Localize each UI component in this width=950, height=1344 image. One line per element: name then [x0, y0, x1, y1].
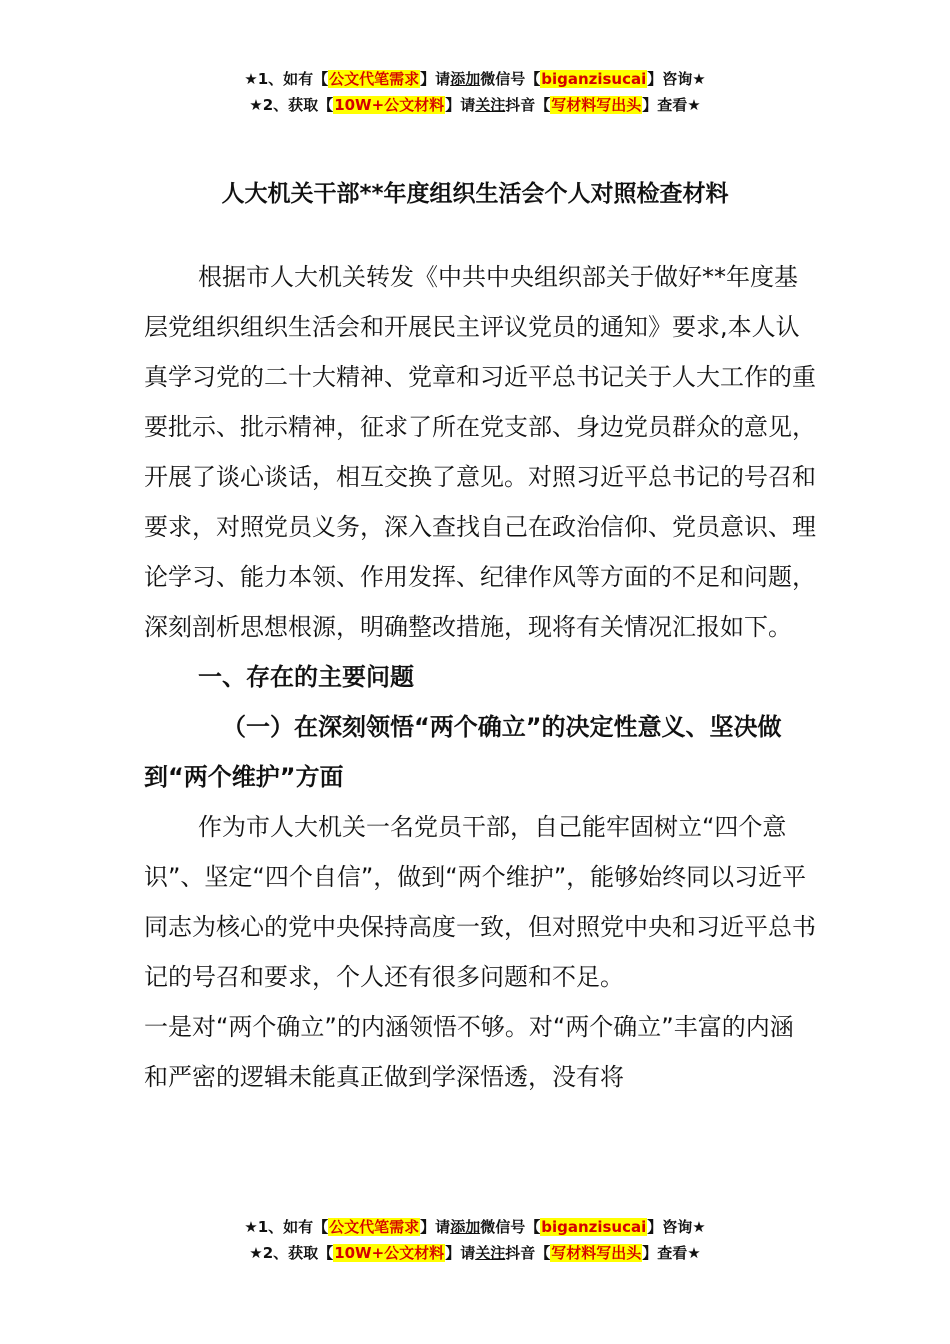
- banner-highlight: biganzisucai: [541, 1218, 647, 1236]
- paragraph: 作为市人大机关一名党员干部，自己能牢固树立“四个意识”、坚定“四个自信”，做到“两个维护”，能够始终同以习近平同志为核心的党中央保持高度一致，但对照党中央和习近平总书记的号召和要求，个人还有很多问题和不足。: [144, 813, 816, 991]
- paragraph: 一是对“两个确立”的内涵领悟不够。对“两个确立”丰富的内涵和严密的逻辑未能真正做到学深悟透，没有将: [144, 1013, 794, 1091]
- banner-underlined-text: 添加: [450, 70, 481, 88]
- section-heading: 一、存在的主要问题: [198, 663, 414, 691]
- banner-line-2: [0, 1240, 950, 1266]
- banner-text: 】查看★: [642, 1244, 701, 1262]
- banner-text: 抖音【: [505, 96, 551, 114]
- banner-text: 】请: [420, 70, 451, 88]
- banner-highlight: biganzisucai: [541, 70, 647, 88]
- banner-text: 微信号【: [480, 70, 541, 88]
- banner-text: 抖音【: [505, 1244, 551, 1262]
- banner-highlight: 公文代笔需求: [329, 70, 420, 88]
- banner-highlight: 写材料写出头: [551, 1244, 642, 1262]
- top-banner: [0, 66, 950, 118]
- banner-text: 微信号【: [480, 1218, 541, 1236]
- banner-highlight: 10W+公文材料: [334, 96, 445, 114]
- banner-underlined-text: 关注: [475, 96, 506, 114]
- banner-highlight: 写材料写出头: [551, 96, 642, 114]
- banner-text: ★1、如有【: [244, 70, 329, 88]
- subsection-heading: （一）在深刻领悟“两个确立”的决定性意义、坚决做到“两个维护”方面: [144, 713, 782, 791]
- banner-highlight: 公文代笔需求: [329, 1218, 420, 1236]
- banner-text: ★2、获取【: [249, 96, 334, 114]
- document-body: [144, 252, 816, 1102]
- paragraph: 根据市人大机关转发《中共中央组织部关于做好**年度基层党组织组织生活会和开展民主评议党员的通知》要求,本人认真学习党的二十大精神、党章和习近平总书记关于人大工作的重要批示、批示精神，征求了所在党支部、身边党员群众的意见，开展了谈心谈话，相互交换了意见。对照习近平总书记的号召和要求，对照党员义务，深入查找自己在政治信仰、党员意识、理论学习、能力本领、作用发挥、纪律作风等方面的不足和问题，深刻剖析思想根源，明确整改措施，现将有关情况汇报如下。: [144, 263, 816, 641]
- banner-text: 】请: [420, 1218, 451, 1236]
- banner-line-2: [0, 92, 950, 118]
- banner-highlight: 10W+公文材料: [334, 1244, 445, 1262]
- banner-text: ★1、如有【: [244, 1218, 329, 1236]
- banner-text: 】请: [445, 96, 476, 114]
- banner-text: ★2、获取【: [249, 1244, 334, 1262]
- banner-line-1: [0, 66, 950, 92]
- banner-text: 】请: [445, 1244, 476, 1262]
- banner-text: 】咨询★: [647, 1218, 706, 1236]
- document-title: 人大机关干部**年度组织生活会个人对照检查材料: [221, 181, 729, 207]
- banner-line-1: [0, 1214, 950, 1240]
- bottom-banner: [0, 1214, 950, 1266]
- banner-text: 】查看★: [642, 96, 701, 114]
- banner-underlined-text: 添加: [450, 1218, 481, 1236]
- banner-text: 】咨询★: [647, 70, 706, 88]
- banner-underlined-text: 关注: [475, 1244, 506, 1262]
